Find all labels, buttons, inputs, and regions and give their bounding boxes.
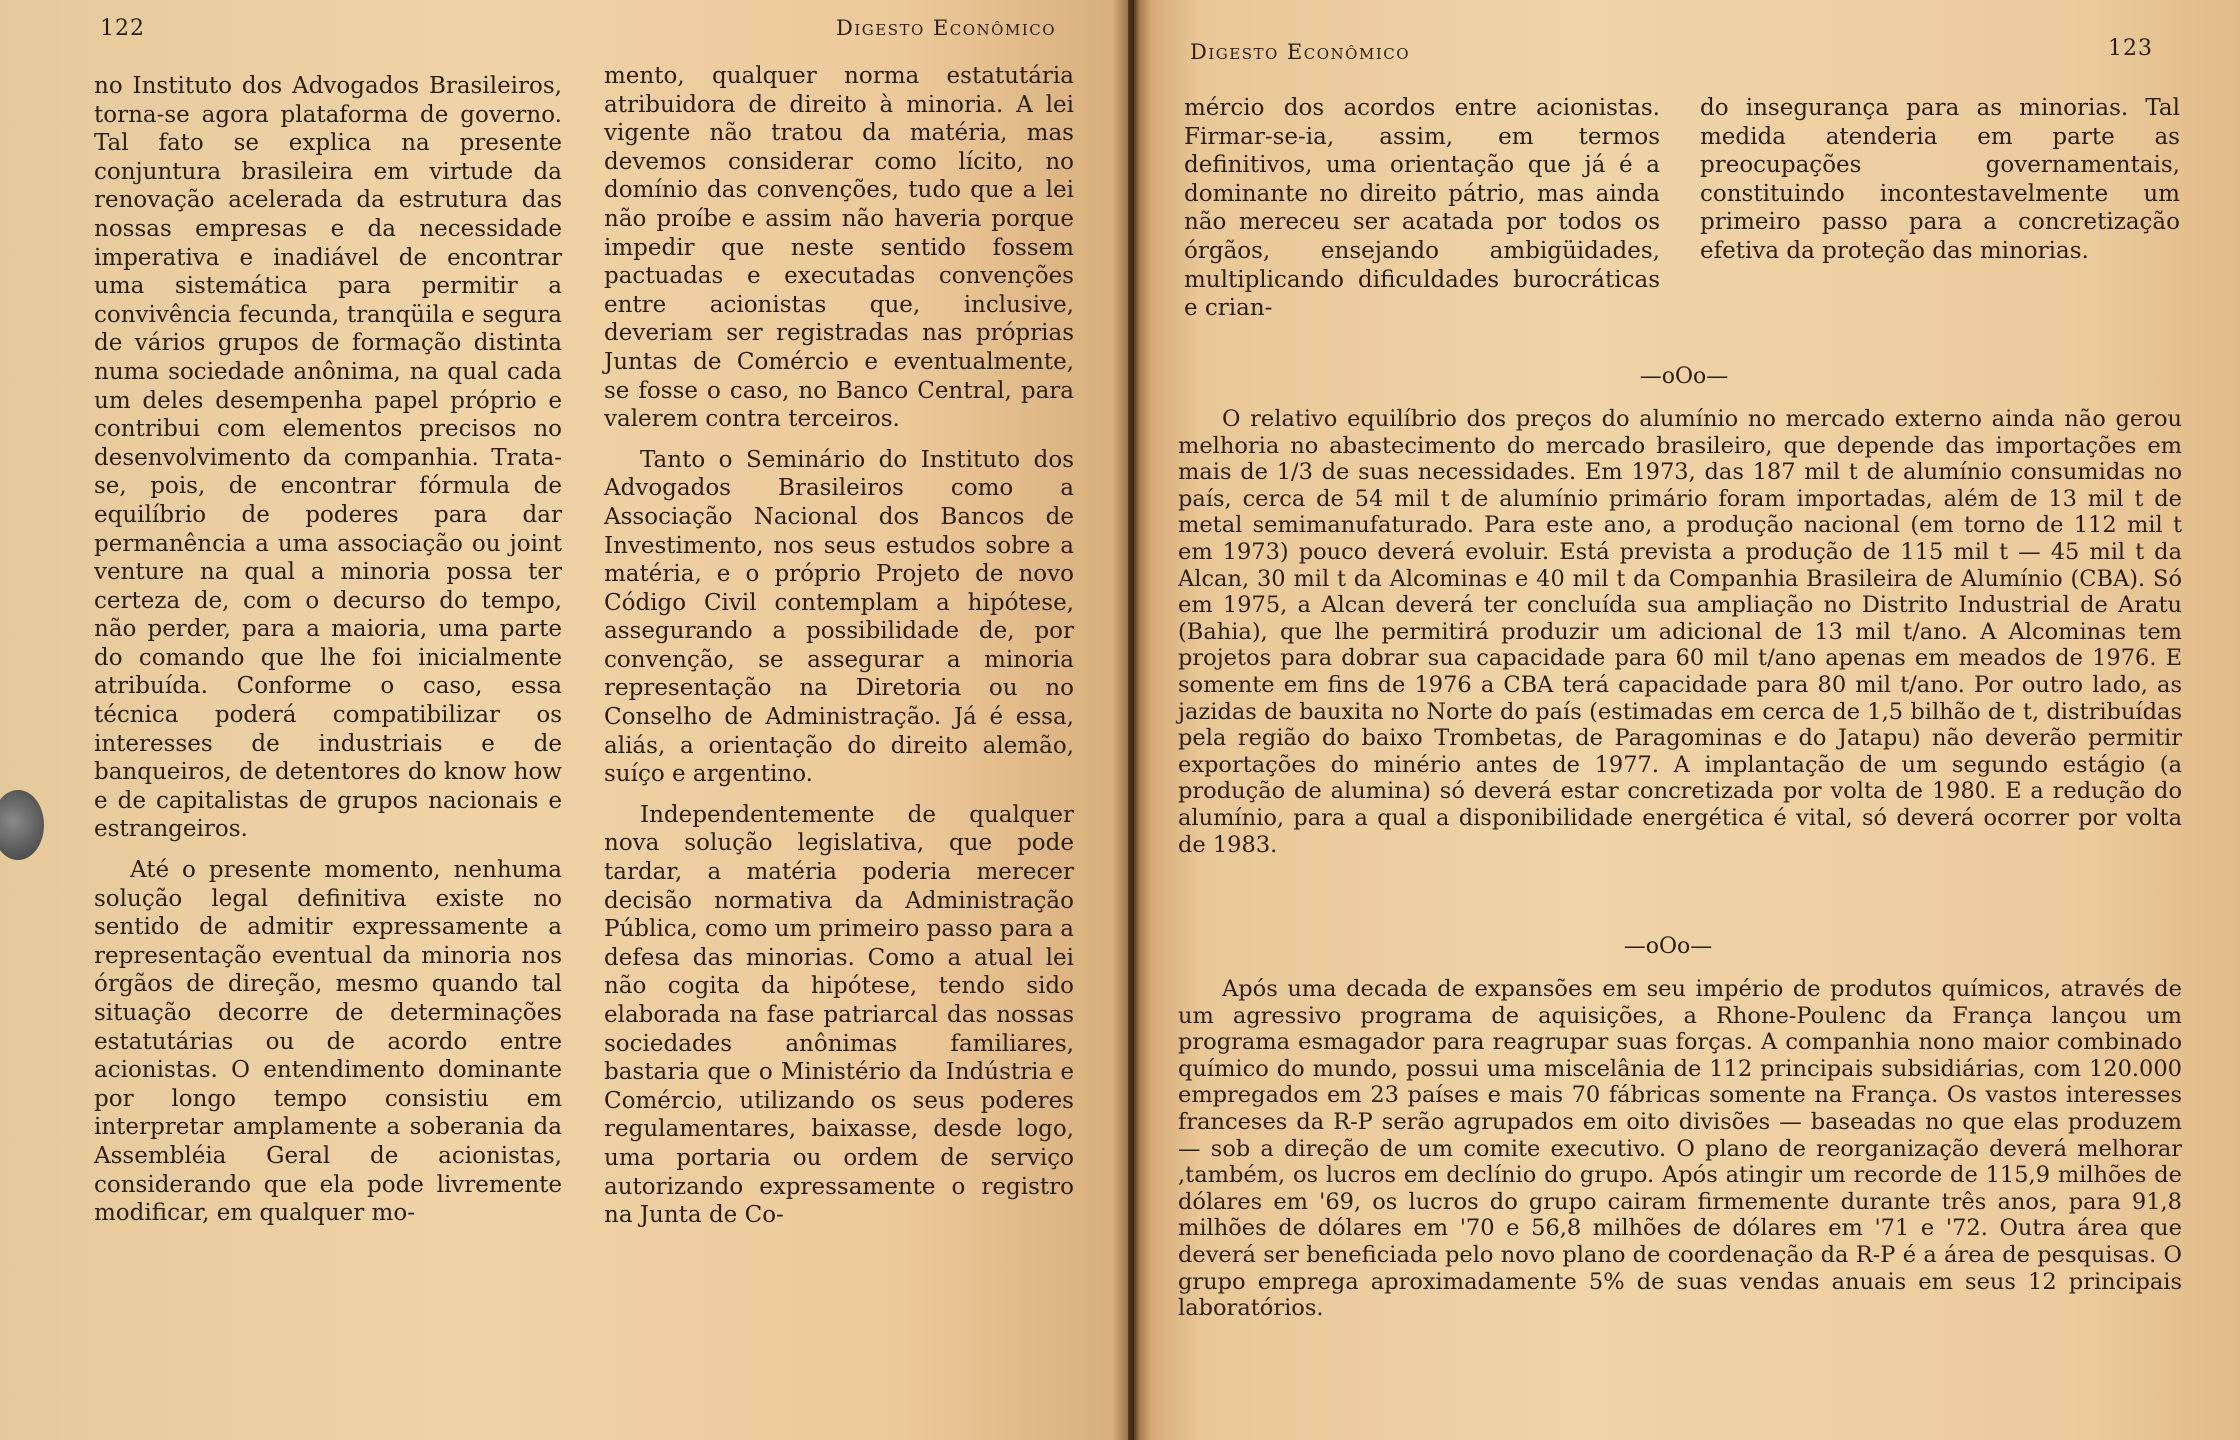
- right-column-2: [1700, 94, 2180, 278]
- left-column-2: [604, 62, 1074, 1242]
- rhone-paragraph-block: [1178, 976, 2182, 1322]
- right-column-1: [1184, 94, 1660, 335]
- right-page: [1134, 0, 2240, 1440]
- page-number-left: 122: [100, 16, 145, 41]
- paragraph: mércio dos acordos entre acionistas. Firmar-se-ia, assim, em termos definitivos, uma orientação que já é a dominante no direito pátrio, mas ainda não mereceu ser acatada por todos os órgãos, ensejando ambigüidades, multiplicando dificuldades burocráticas e crian-: [1184, 95, 1660, 322]
- section-separator: —oOo—: [1623, 934, 1713, 959]
- paragraph: no Instituto dos Advogados Brasileiros, torna-se agora plataforma de governo. Tal fato se explica na presente conjuntura brasileira em virtude da renovação acelerada da estrutura das nossas empresas e da necessidade imperativa e inadiável de encontrar uma sistemática para permitir a convivência fecunda, tranqüila e segura de vários grupos de formação distinta numa sociedade anônima, na qual cada um deles desempenha papel próprio e contribui com elementos precisos no desenvolvimento da companhia. Trata-se, pois, de encontrar fórmula de equilíbrio de poderes para dar permanência a uma associação ou joint venture na qual a minoria possa ter certeza de, com o decurso do tempo, não perder, para a maioria, uma parte do comando que lhe foi inicialmente atribuída. Conforme o caso, essa técnica poderá compatibilizar os interesses de industriais e de banqueiros, de detentores do know how e de capitalistas de grupos nacionais e estrangeiros.: [94, 73, 562, 843]
- book-gutter: [1112, 0, 1152, 1440]
- paragraph: O relativo equilíbrio dos preços do alumínio no mercado externo ainda não gerou melhoria no abastecimento do mercado brasileiro, que depende das importações em mais de 1/3 de suas necessidades. Em 1973, das 187 mil t de alumínio consumidas no país, cerca de 54 mil t de alumínio primário foram importadas, além de 13 mil t de metal semimanufaturado. Para este ano, a produção nacional (em torno de 112 mil t em 1973) pouco deverá evoluir. Está prevista a produção de 115 mil t — 45 mil t da Alcan, 30 mil t da Alcominas e 40 mil t da Companhia Brasileira de Alumínio (CBA). Só em 1975, a Alcan deverá ter concluída sua ampliação no Distrito Industrial de Aratu (Bahia), que lhe permitirá produzir um adicional de 13 mil t/ano. A Alcominas tem projetos para dobrar sua capacidade para 60 mil t/ano apenas em meados de 1976. E somente em fins de 1976 a CBA terá capacidade para 80 mil t/ano. Por outro lado, as jazidas de bauxita no Norte do país (estimadas em cerca de 1,5 bilhão de t, distribuídas pela região do baixo Trombetas, de Paragominas e do Jatapu) não deverão permitir exportações do minério antes de 1977. A implantação de um segundo estágio (a produção de alumina) só deverá estar concretizada por volta de 1980. E a redução do alumínio, para a qual a disponibilidade energética é vital, só deverá ocorrer por volta de 1983.: [1178, 406, 2182, 858]
- paragraph: Após uma decada de expansões em seu império de produtos químicos, através de um agressivo programa de aquisições, a Rhone-Poulenc da França lançou um programa esmagador para reagrupar suas forças. A companhia nono maior combinado químico do mundo, possui uma miscelânia de 112 principais subsidiárias, com 120.000 empregados em 23 países e mais 70 fábricas somente na França. Os vastos interesses franceses da R-P serão agrupados em oito divisões — baseadas no que elas produzem — sob a direção de um comite executivo. O plano de reorganização deverá melhorar ,também, os lucros em declínio do grupo. Após atingir um recorde de 115,9 milhões de dólares em '69, os lucros do grupo cairam firmemente durante três anos, para 91,8 milhões de dólares em '70 e 56,8 milhões de dólares em '71 e '72. Outra área que deverá ser beneficiada pelo novo plano de coordenação da R-P é a área de pesquisas. O grupo emprega aproximadamente 5% de suas vendas anuais em seus 12 principais laboratórios.: [1178, 976, 2182, 1322]
- left-column-1: [94, 72, 562, 1240]
- paragraph: Independentemente de qualquer nova solução legislativa, que pode tardar, a matéria poderia merecer decisão normativa da Administração Pública, como um primeiro passo para a defesa das minorias. Como a atual lei não cogita da hipótese, tendo sido elaborada na fase patriarcal das nossas sociedades anônimas familiares, bastaria que o Ministério da Indústria e Comércio, utilizando os seus poderes regulamentares, baixasse, desde logo, uma portaria ou ordem de serviço autorizando expressamente o registro na Junta de Co-: [604, 801, 1074, 1229]
- section-separator: —oOo—: [1639, 364, 1729, 389]
- running-head-left: Digesto Econômico: [836, 16, 1057, 40]
- page-number-right: 123: [2108, 36, 2153, 61]
- paragraph: Tanto o Seminário do Instituto dos Advogados Brasileiros como a Associação Nacional dos Bancos de Investimento, nos seus estudos sobre a matéria, e o próprio Projeto de novo Código Civil contemplam a hipótese, assegurando a possibilidade de, por convenção, se assegurar a minoria representação na Diretoria ou no Conselho de Administração. Já é essa, aliás, a orientação do direito alemão, suíço e argentino.: [604, 446, 1074, 788]
- running-head-right: Digesto Econômico: [1190, 40, 1411, 64]
- paragraph: mento, qualquer norma estatutária atribuidora de direito à minoria. A lei vigente não tratou da matéria, mas devemos considerar como lícito, no domínio das convenções, tudo que a lei não proíbe e assim não haveria porque impedir que neste sentido fossem pactuadas e executadas convenções entre acionistas que, inclusive, deveriam ser registradas nas próprias Juntas de Comércio e eventualmente, se fosse o caso, no Banco Central, para valerem contra terceiros.: [604, 63, 1074, 433]
- paragraph: do insegurança para as minorias. Tal medida atenderia em parte as preocupações governamentais, constituindo incontestavelmente um primeiro passo para a concretização efetiva da proteção das minorias.: [1700, 95, 2180, 264]
- aluminio-paragraph-block: [1178, 406, 2182, 858]
- binding-hole: [0, 790, 44, 860]
- paragraph: Até o presente momento, nenhuma solução legal definitiva existe no sentido de admitir expressamente a representação eventual da minoria nos órgãos de direção, mesmo quando tal situação decorre de determinações estatutárias ou de acordo entre acionistas. O entendimento dominante por longo tempo consistiu em interpretar amplamente a soberania da Assembléia Geral de acionistas, considerando que ela pode livremente modificar, em qualquer mo-: [94, 857, 562, 1227]
